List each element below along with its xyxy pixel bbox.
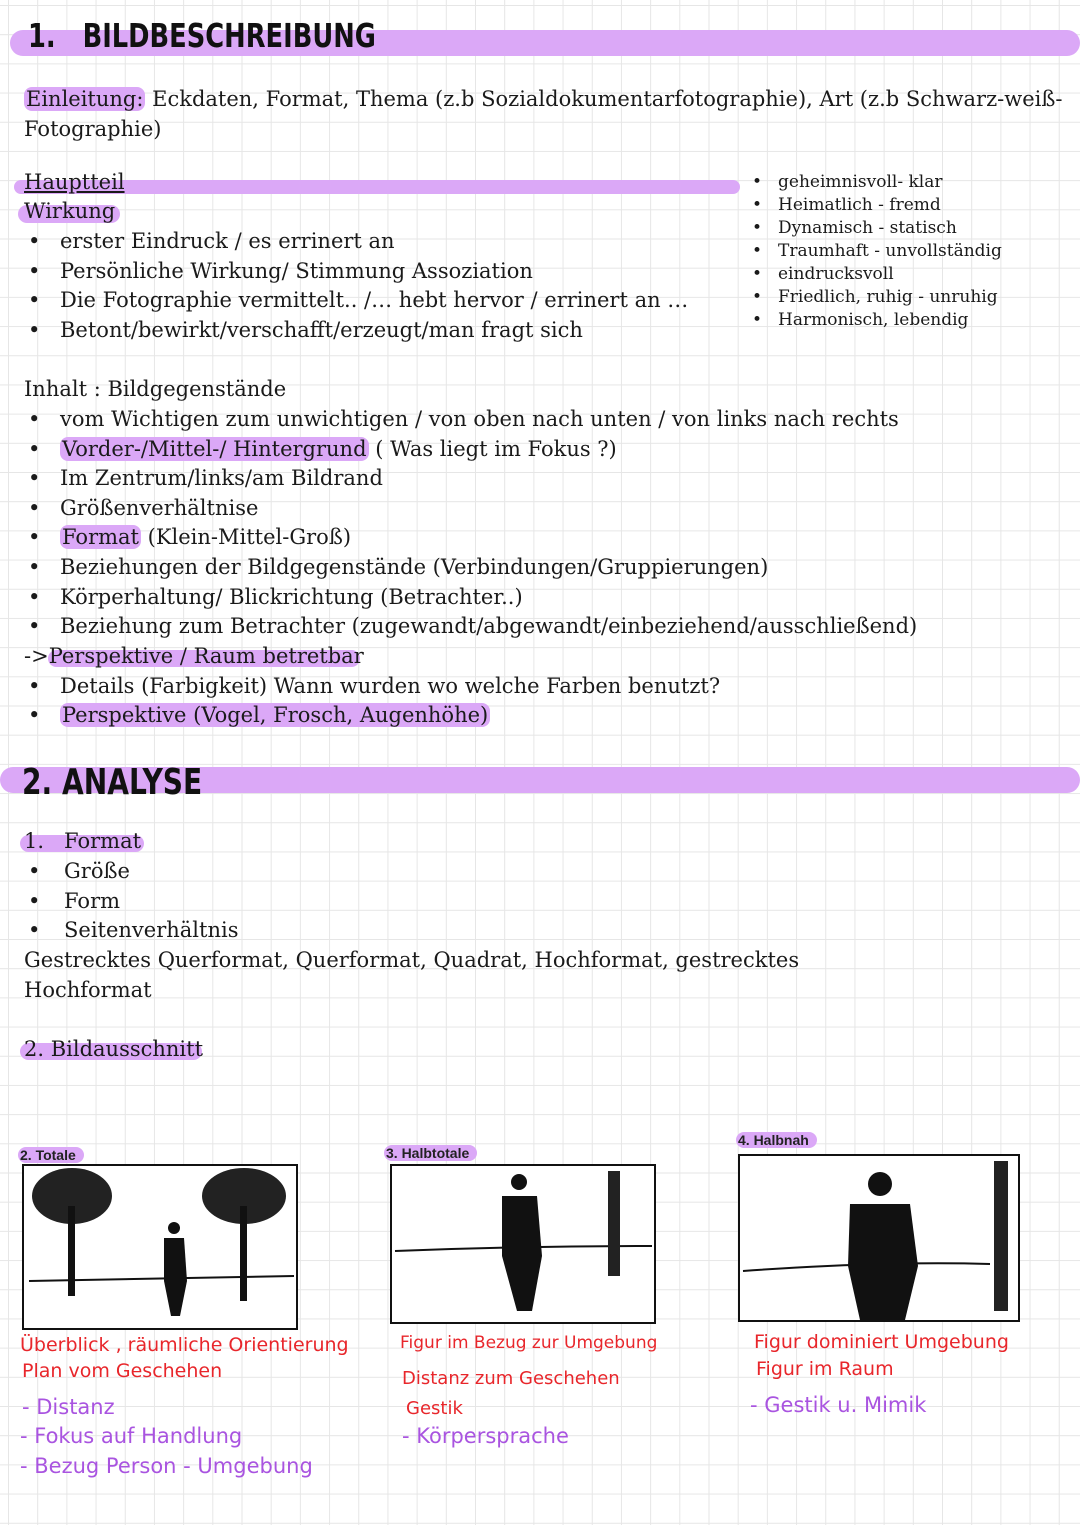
list-item: • Friedlich, ruhig - unruhig <box>752 287 998 307</box>
note-red: Gestik <box>406 1398 463 1419</box>
list-item-text: Beziehungen der Bildgegenstände (Verbindungen/Gruppierungen) <box>60 555 769 579</box>
list-item: • Größe <box>28 857 40 887</box>
note-purple: - Distanz <box>22 1395 115 1419</box>
list-item: • Körperhaltung/ Blickrichtung (Betrachter..) <box>28 585 523 609</box>
einleitung-text: Eckdaten, Format, Thema (z.b Sozialdokumentarfotographie), Art (z.b Schwarz-weiß- <box>145 87 1063 111</box>
einleitung-label: Einleitung: <box>26 87 144 111</box>
list-item: • Die Fotographie vermittelt.. /… hebt hervor / errinert an … <box>28 286 40 316</box>
list-item: • Seitenverhältnis <box>28 916 40 946</box>
list-item: • Form <box>28 887 40 917</box>
note-purple: - Körpersprache <box>402 1424 569 1448</box>
list-item-text: Friedlich, ruhig - unruhig <box>778 287 998 307</box>
list-item-text: eindrucksvoll <box>778 264 894 284</box>
list-item: • vom Wichtigen zum unwichtigen / von oben nach unten / von links nach rechts <box>28 407 899 431</box>
list-item: • eindrucksvoll <box>752 264 894 284</box>
einleitung-text-cont: Fotographie) <box>24 116 162 141</box>
section-heading-2: 2. ANALYSE <box>22 762 203 803</box>
highlighted-term: Format <box>62 525 139 549</box>
list-item: • Heimatlich - fremd <box>752 195 941 215</box>
list-item-text: Größe <box>64 859 130 883</box>
highlighted-term: Perspektive (Vogel, Frosch, Augenhöhe) <box>62 703 489 727</box>
list-item-text: Körperhaltung/ Blickrichtung (Betrachter..) <box>60 585 523 609</box>
list-item: • Traumhaft - unvollständig <box>752 241 1002 261</box>
section-title: BILDBESCHREIBUNG <box>82 16 376 55</box>
illustration-man-walking-close <box>740 1156 1018 1320</box>
list-item: • Beziehungen der Bildgegenstände (Verbindungen/Gruppierungen) <box>28 555 769 579</box>
wirkung-label: Wirkung <box>24 199 116 223</box>
list-item-text: Seitenverhältnis <box>64 918 239 942</box>
list-item-text: Betont/bewirkt/verschafft/erzeugt/man fragt sich <box>60 318 583 342</box>
shot-label-totale: 2. Totale <box>18 1147 84 1163</box>
list-item-text: Im Zentrum/links/am Bildrand <box>60 466 383 490</box>
shot-label-halbtotale: 3. Halbtotale <box>384 1145 477 1161</box>
note-purple: - Bezug Person - Umgebung <box>20 1454 313 1478</box>
list-item-text: vom Wichtigen zum unwichtigen / von oben nach unten / von links nach rechts <box>60 407 899 431</box>
arrow-line: ->Perspektive / Raum betretbar <box>24 644 364 668</box>
list-item: • Details (Farbigkeit) Wann wurden wo welche Farben benutzt? <box>28 674 721 698</box>
list-item: • Format (Klein-Mittel-Groß) <box>28 525 352 549</box>
list-item: • Persönliche Wirkung/ Stimmung Assoziation <box>28 257 40 287</box>
note-red: Figur im Bezug zur Umgebung <box>400 1333 658 1353</box>
shot-image-totale <box>22 1164 298 1330</box>
list-item: • Im Zentrum/links/am Bildrand <box>28 466 383 490</box>
note-red: Plan vom Geschehen <box>22 1360 223 1382</box>
list-item: • Betont/bewirkt/verschafft/erzeugt/man fragt sich <box>28 316 40 346</box>
list-item-text: Heimatlich - fremd <box>778 195 941 215</box>
format-description <box>24 946 799 1005</box>
list-item-text: Form <box>64 889 121 913</box>
list-item-text: Traumhaft - unvollständig <box>778 241 1002 261</box>
list-item-text: Größenverhältnise <box>60 496 259 520</box>
list-item-text: Details (Farbigkeit) Wann wurden wo welche Farben benutzt? <box>60 674 721 698</box>
bildausschnitt-label: 2. Bildausschnitt <box>24 1037 204 1061</box>
list-item-text: Persönliche Wirkung/ Stimmung Assoziation <box>60 259 533 283</box>
format-label: 1. Format <box>24 829 142 853</box>
list-item: • Vorder-/Mittel-/ Hintergrund ( Was liegt im Fokus ?) <box>28 437 617 461</box>
note-red: Distanz zum Geschehen <box>402 1368 620 1389</box>
list-item: • Harmonisch, lebendig <box>752 310 969 330</box>
hauptteil-label: Hauptteil <box>24 170 125 194</box>
list-item-text: Dynamisch - statisch <box>778 218 957 238</box>
list-item-text: erster Eindruck / es errinert an <box>60 229 395 253</box>
list-item-text: Harmonisch, lebendig <box>778 310 969 330</box>
list-item-text: geheimnisvoll- klar <box>778 172 943 192</box>
note-red: Überblick , räumliche Orientierung <box>20 1334 349 1356</box>
note-red: Figur im Raum <box>756 1358 894 1380</box>
list-item-text: (Klein-Mittel-Groß) <box>140 525 352 549</box>
einleitung-paragraph <box>24 85 1062 144</box>
shot-label-halbnah: 4. Halbnah <box>736 1132 817 1148</box>
list-item: • Größenverhältnise <box>28 496 259 520</box>
section-heading-1 <box>28 16 376 55</box>
list-item-text: Die Fotographie vermittelt.. /… hebt hervor / errinert an … <box>60 288 689 312</box>
list-item-text: Beziehung zum Betrachter (zugewandt/abgewandt/einbeziehend/ausschließend) <box>60 614 918 638</box>
illustration-man-walking-trees <box>24 1166 296 1328</box>
inhalt-label: Inhalt : Bildgegenstände <box>24 377 287 401</box>
illustration-man-walking <box>392 1166 654 1322</box>
note-purple: - Fokus auf Handlung <box>20 1424 243 1448</box>
list-item: • Perspektive (Vogel, Frosch, Augenhöhe) <box>28 703 489 727</box>
list-item: • Dynamisch - statisch <box>752 218 957 238</box>
list-item: • geheimnisvoll- klar <box>752 172 943 192</box>
format-description-line: Gestrecktes Querformat, Querformat, Quadrat, Hochformat, gestrecktes <box>24 948 800 972</box>
list-item: • Beziehung zum Betrachter (zugewandt/abgewandt/einbeziehend/ausschließend) <box>28 614 918 638</box>
list-item: • erster Eindruck / es errinert an <box>28 227 40 257</box>
shot-image-halbnah <box>738 1154 1020 1322</box>
note-red: Figur dominiert Umgebung <box>754 1331 1009 1353</box>
highlighted-term: Vorder-/Mittel-/ Hintergrund <box>62 437 367 461</box>
format-description-line: Hochformat <box>24 977 152 1002</box>
section-number: 1. <box>28 16 56 55</box>
list-item-text: ( Was liegt im Fokus ?) <box>368 437 617 461</box>
note-purple: - Gestik u. Mimik <box>750 1393 927 1417</box>
shot-image-halbtotale <box>390 1164 656 1324</box>
